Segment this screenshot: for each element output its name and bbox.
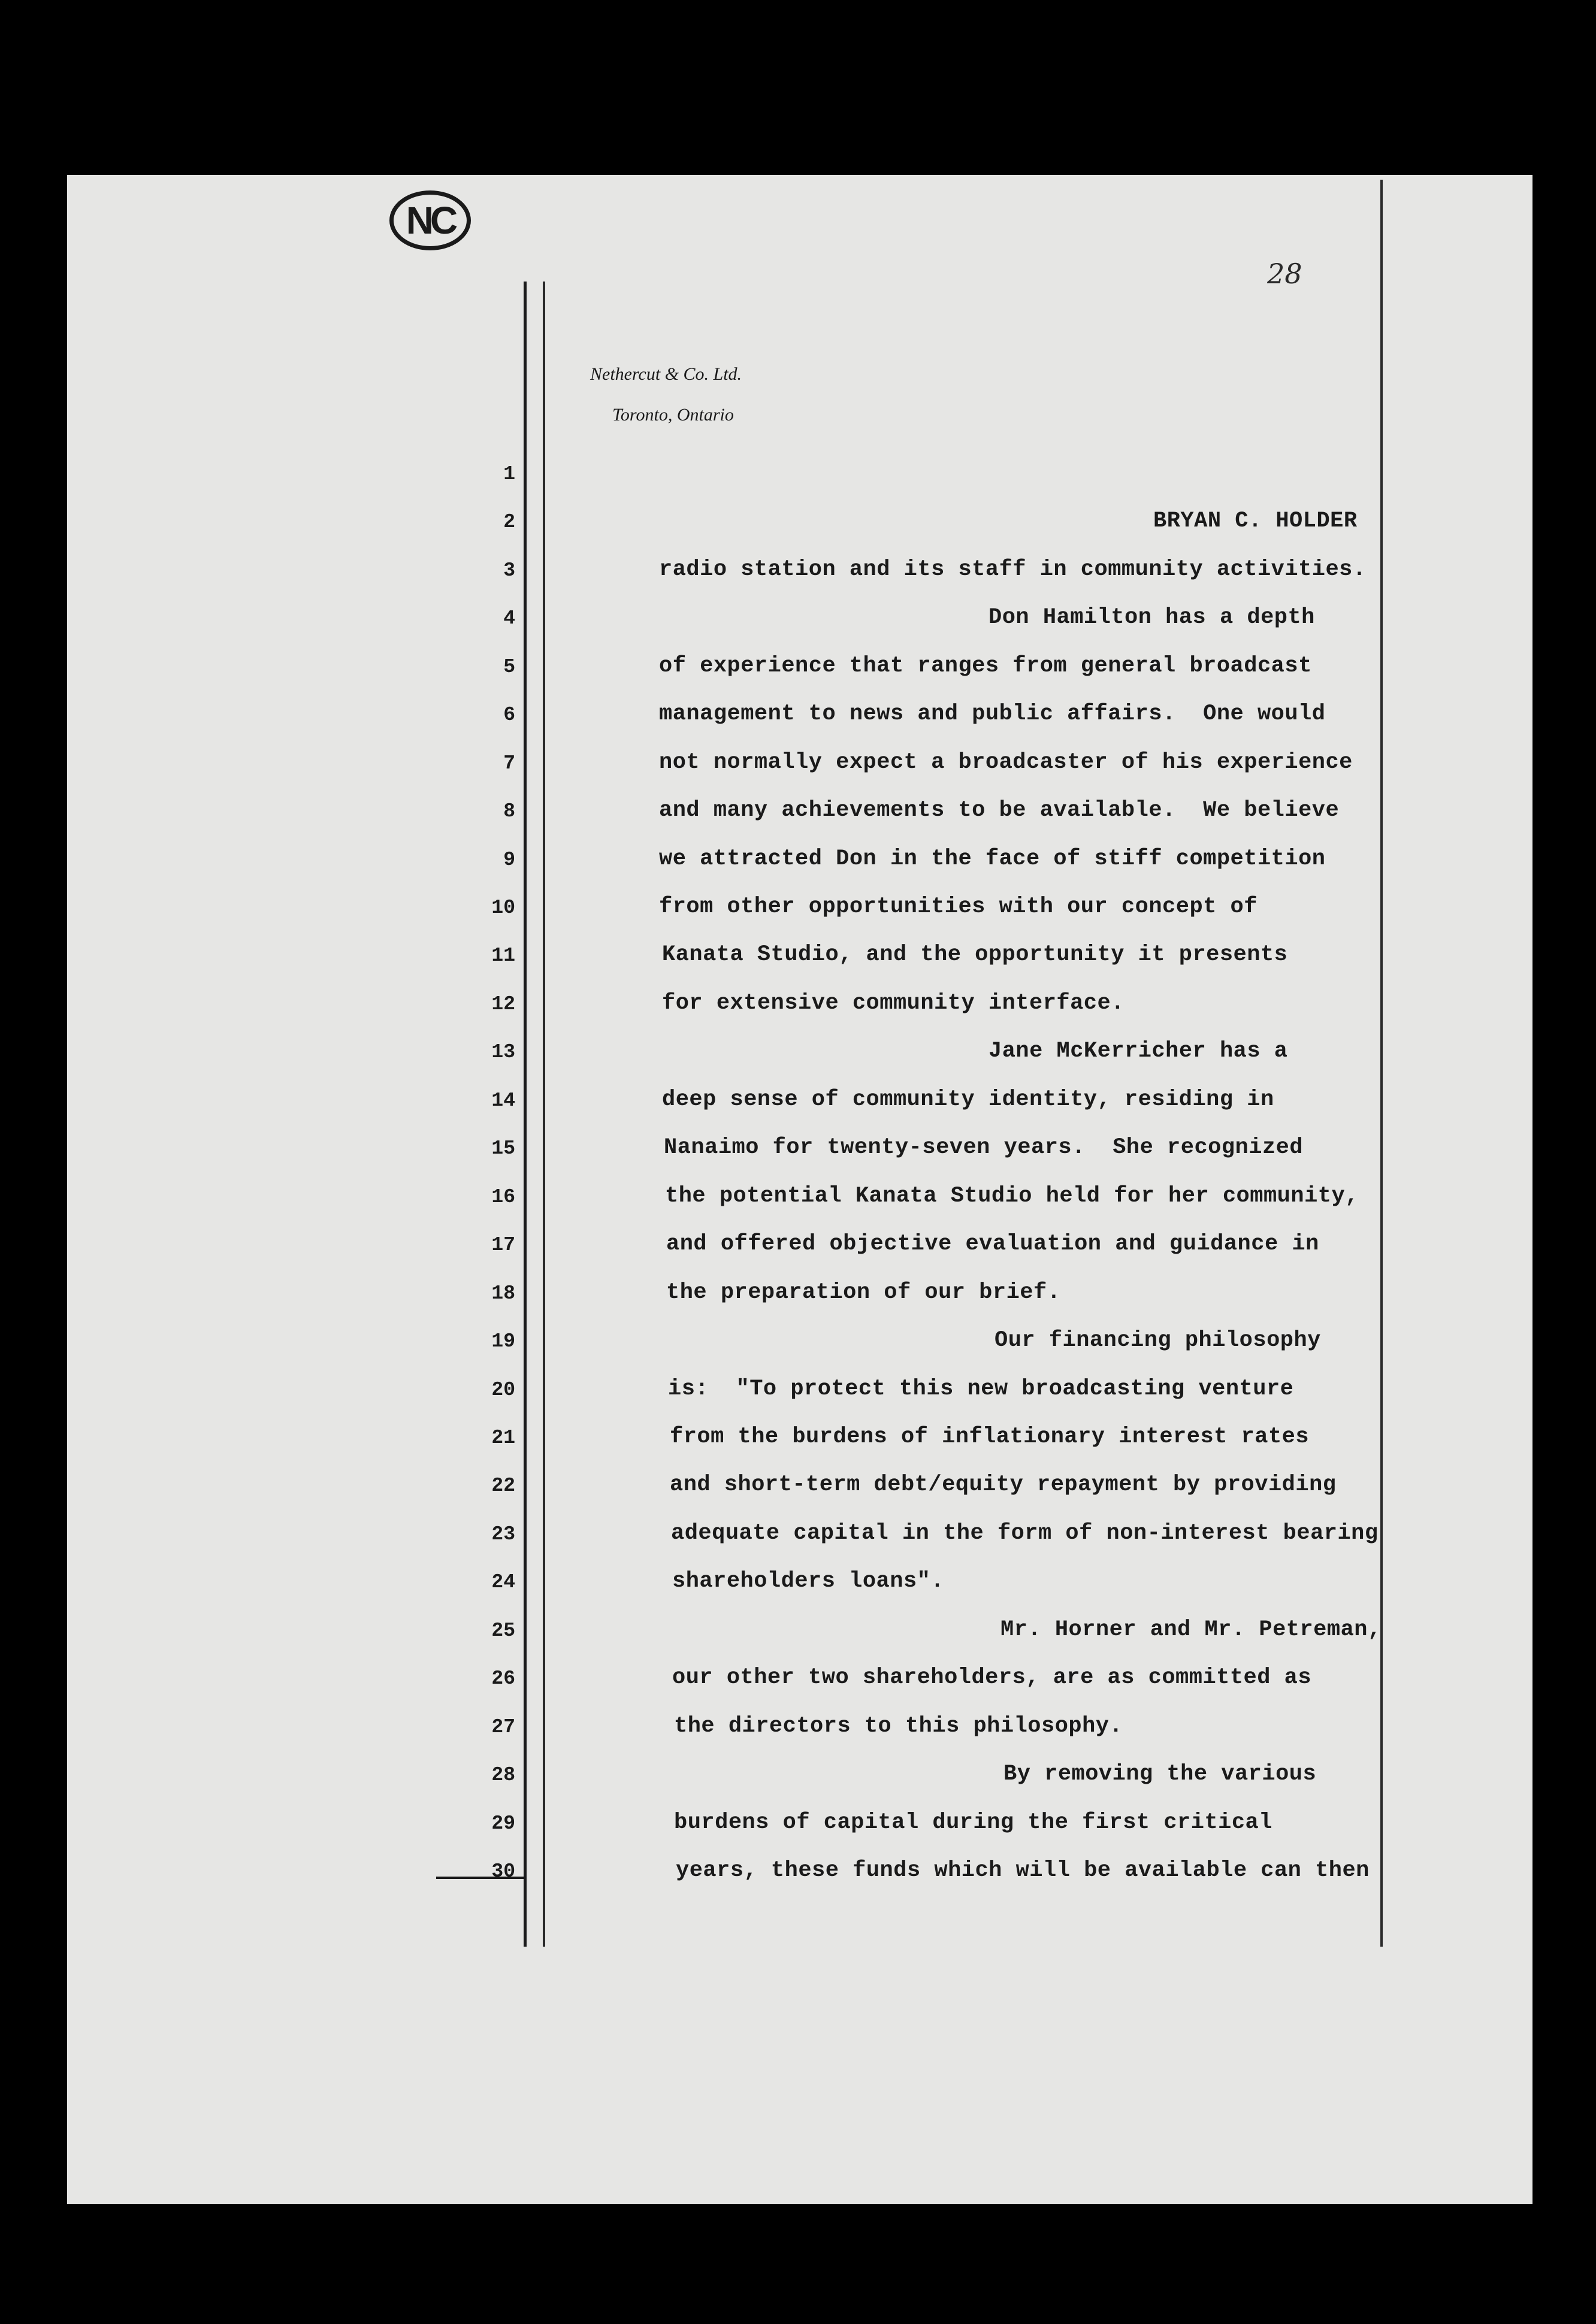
line-number: 16 (491, 1186, 515, 1208)
transcript-line: Our financing philosophy (995, 1328, 1321, 1353)
transcript-line: from the burdens of inflationary interest rates (670, 1424, 1310, 1450)
line-number: 29 (491, 1812, 515, 1835)
nc-logo (389, 190, 471, 250)
line-number: 4 (503, 607, 515, 630)
transcript-line: for extensive community interface. (662, 991, 1125, 1016)
left-margin-rule (524, 282, 527, 1947)
line-number: 26 (491, 1668, 515, 1690)
logo-letters: NC (406, 199, 455, 242)
transcript-line: the potential Kanata Studio held for her community, (665, 1184, 1359, 1209)
line-number: 30 (491, 1860, 515, 1883)
transcript-line: the directors to this philosophy. (674, 1714, 1123, 1739)
transcript-line: and offered objective evaluation and guidance in (666, 1231, 1319, 1257)
line-number: 27 (491, 1716, 515, 1738)
line-number: 10 (491, 897, 515, 919)
transcript-line: is: "To protect this new broadcasting venture (668, 1376, 1294, 1402)
transcript-line: from other opportunities with our concept of (659, 894, 1258, 919)
transcript-line: Kanata Studio, and the opportunity it presents (662, 942, 1288, 967)
line-number: 20 (491, 1379, 515, 1401)
line-number: 28 (491, 1764, 515, 1786)
line-number: 5 (503, 656, 515, 678)
transcript-line: shareholders loans". (672, 1569, 945, 1594)
line-number: 17 (491, 1234, 515, 1256)
line-number: 7 (503, 752, 515, 774)
right-margin-rule (1380, 180, 1383, 1947)
transcript-line: and short-term debt/equity repayment by providing (670, 1472, 1337, 1497)
transcript-line: and many achievements to be available. We believe (659, 798, 1340, 823)
line-number: 21 (491, 1427, 515, 1449)
transcript-line: the preparation of our brief. (666, 1280, 1061, 1305)
transcript-line: radio station and its staff in community activities. (659, 557, 1367, 582)
transcript-line: Nanaimo for twenty-seven years. She recognized (664, 1135, 1304, 1160)
transcript-line: years, these funds which will be available can then (676, 1858, 1370, 1883)
line-number: 6 (503, 704, 515, 726)
line-number: 11 (491, 945, 515, 967)
transcript-line: deep sense of community identity, residing in (662, 1087, 1274, 1112)
line-number: 2 (503, 511, 515, 533)
transcript-line: Don Hamilton has a depth (989, 605, 1315, 630)
line-number: 13 (491, 1041, 515, 1063)
line-number: 15 (491, 1137, 515, 1160)
transcript-line: burdens of capital during the first critical (674, 1810, 1272, 1835)
transcript-line: management to news and public affairs. One would (659, 701, 1326, 727)
company-name: Nethercut & Co. Ltd. (590, 364, 742, 384)
transcript-line: By removing the various (1003, 1762, 1317, 1787)
company-city: Toronto, Ontario (612, 405, 734, 425)
line-number: 25 (491, 1620, 515, 1642)
line-number: 1 (503, 463, 515, 485)
transcript-line: adequate capital in the form of non-interest bearing (671, 1521, 1379, 1546)
transcript-line: BRYAN C. HOLDER (1153, 509, 1358, 534)
line-number: 8 (503, 800, 515, 822)
transcript-line: we attracted Don in the face of stiff competition (659, 846, 1326, 872)
transcript-line: Mr. Horner and Mr. Petreman, (1000, 1617, 1382, 1642)
line-number: 14 (491, 1090, 515, 1112)
line-number: 19 (491, 1330, 515, 1352)
line-number: 23 (491, 1523, 515, 1545)
transcript-line: of experience that ranges from general broadcast (659, 653, 1312, 679)
left-margin-rule-inner (543, 282, 545, 1947)
transcript-line: our other two shareholders, are as committed as (672, 1665, 1312, 1690)
line-number: 24 (491, 1571, 515, 1593)
line-number: 12 (491, 993, 515, 1015)
transcript-line: Jane McKerricher has a (989, 1039, 1288, 1064)
line-number: 3 (503, 559, 515, 582)
line-number: 22 (491, 1475, 515, 1497)
line-number: 18 (491, 1282, 515, 1305)
transcript-line: not normally expect a broadcaster of his experience (659, 750, 1353, 775)
line-number: 9 (503, 849, 515, 871)
page-number: 28 (1267, 258, 1302, 290)
